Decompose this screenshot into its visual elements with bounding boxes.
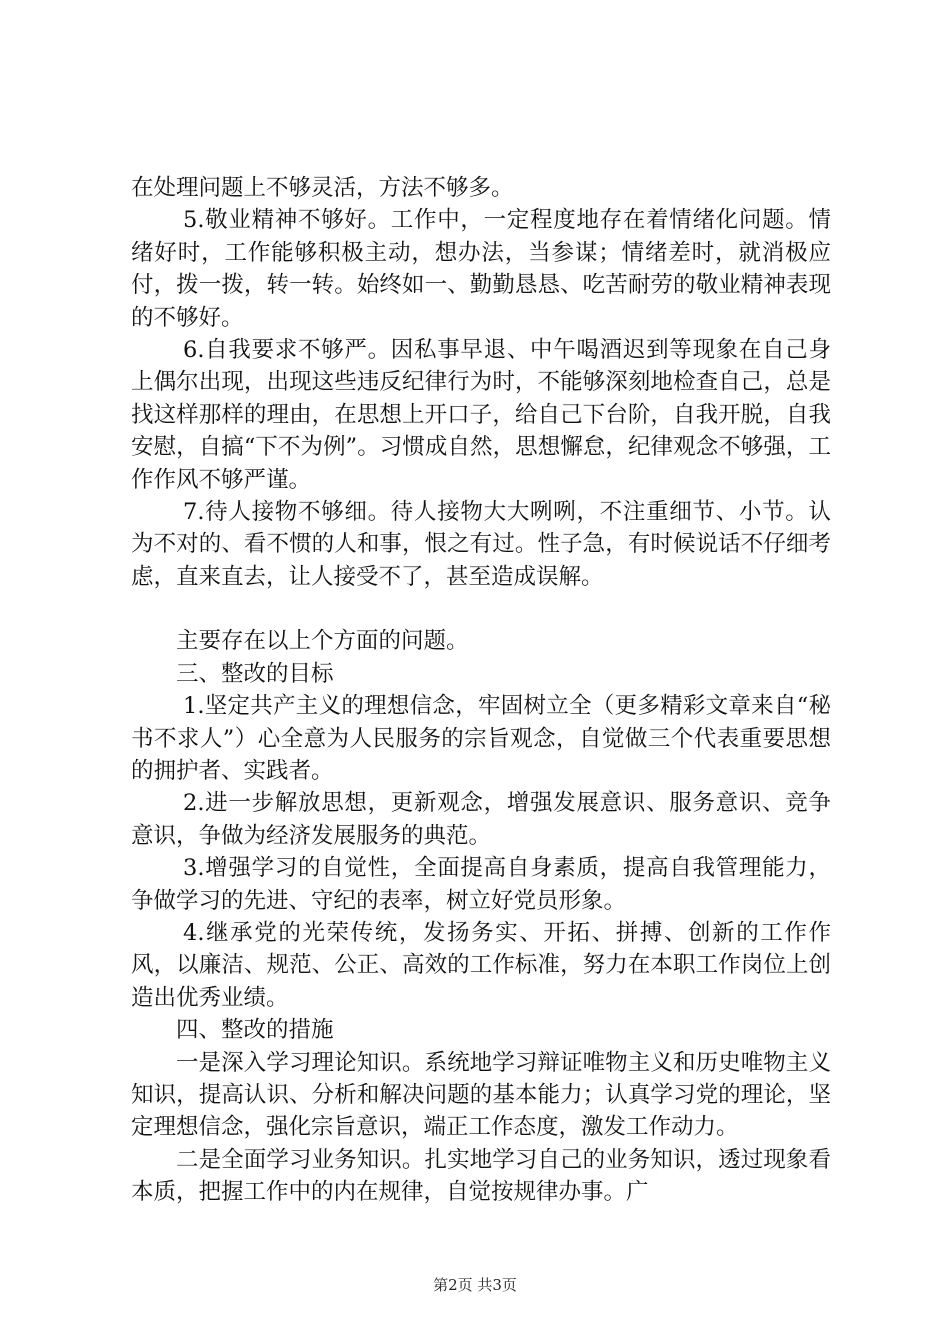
paragraph-goal-3: 3.增强学习的自觉性，全面提高自身素质，提高自我管理能力，争做学习的先进、守纪的表率，树立好党员形象。	[131, 855, 831, 914]
page-footer: 第2页 共3页	[433, 1276, 517, 1294]
paragraph-goal-2: 2.进一步解放思想，更新观念，增强发展意识、服务意识、竞争意识，争做为经济发展服务的典范。	[131, 790, 831, 849]
paragraph-item-7: 7.待人接物不够细。待人接物大大咧咧，不注重细节、小节。认为不对的、看不惯的人和事，恨之有过。性子急，有时候说话不仔细考虑，直来直去，让人接受不了，甚至造成误解。	[131, 499, 831, 590]
paragraph-goal-4: 4.继承党的光荣传统，发扬务实、开拓、拼搏、创新的工作作风，以廉洁、规范、公正、高效的工作标准，努力在本职工作岗位上创造出优秀业绩。	[131, 919, 831, 1011]
paragraph-item-6: 6.自我要求不够严。因私事早退、中午喝酒迟到等现象在自己身上偶尔出现，出现这些违反纪律行为时，不能够深刻地检查自己，总是找这样那样的理由，在思想上开口子，给自己下台阶，自我开脱，自我安慰，自搞“下不为例”。习惯成自然，思想懈怠，纪律观念不够强，工作作风不够严谨。	[131, 337, 831, 493]
paragraph-item-5: 5.敬业精神不够好。工作中，一定程度地存在着情绪化问题。情绪好时，工作能够积极主动，想办法，当参谋；情绪差时，就消极应付，拨一拨，转一转。始终如一、勤勤恳恳、吃苦耐劳的敬业精神表现的不够好。	[131, 207, 831, 331]
document-body	[131, 172, 831, 1209]
paragraph-goal-1: 1.坚定共产主义的理想信念，牢固树立全（更多精彩文章来自“秘书不求人”）心全意为人民服务的宗旨观念，自觉做三个代表重要思想的拥护者、实践者。	[131, 693, 831, 784]
paragraph-continuation: 在处理问题上不够灵活，方法不够多。	[131, 175, 514, 201]
section-heading-goals: 三、整改的目标	[176, 660, 334, 687]
section-heading-measures: 四、整改的措施	[176, 1017, 334, 1044]
paragraph-measure-2: 二是全面学习业务知识。扎实地学习自己的业务知识，透过现象看本质，把握工作中的内在规律，自觉按规律办事。广	[131, 1146, 831, 1206]
paragraph-measure-1: 一是深入学习理论知识。系统地学习辩证唯物主义和历史唯物主义知识，提高认识、分析和解决问题的基本能力；认真学习党的理论，坚定理想信念，强化宗旨意识，端正工作态度，激发工作动力。	[131, 1049, 831, 1141]
paragraph-summary: 主要存在以上个方面的问题。	[176, 628, 469, 655]
